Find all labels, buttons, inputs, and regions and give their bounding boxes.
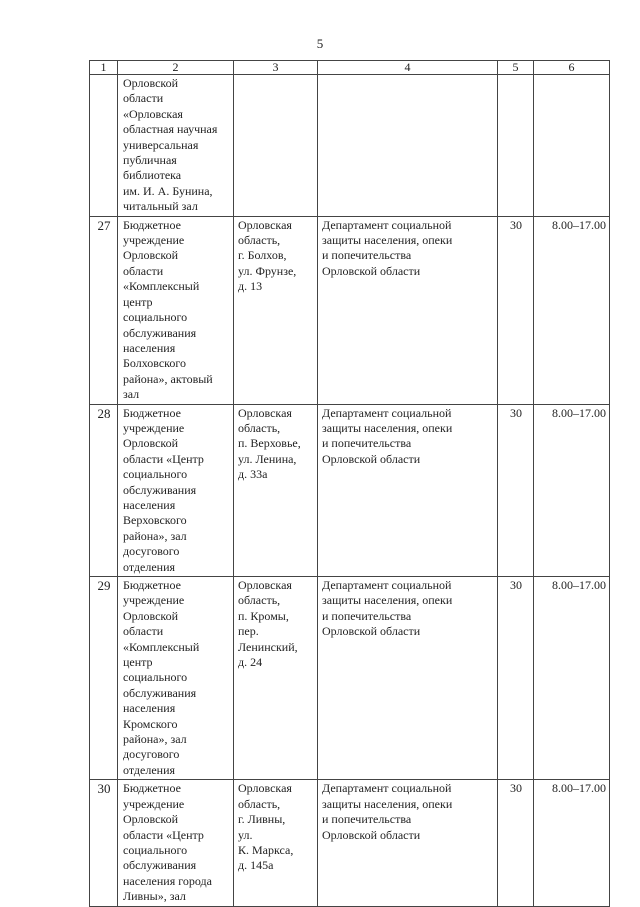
cell-line: Департамент социальной — [322, 781, 452, 796]
cell-line: Орловской области — [322, 451, 421, 466]
cell-line: обслуживания — [123, 482, 197, 497]
hours-cell: 8.00–17.00 — [534, 216, 610, 404]
cell-line: п. Кромы, — [238, 608, 289, 623]
cell-line: Орловской — [123, 436, 179, 451]
column-header-2: 2 — [118, 61, 234, 75]
cell-line: Бюджетное — [123, 405, 181, 420]
cell-line: Верховского — [123, 513, 187, 528]
cell-line: Орловская — [238, 405, 292, 420]
department-cell — [318, 216, 498, 404]
cell-line: д. 24 — [238, 655, 263, 670]
cell-line: Орловской — [123, 812, 179, 827]
cell-line: социального — [123, 670, 188, 685]
cell-line: населения — [123, 340, 176, 355]
cell-line: Департамент социальной — [322, 217, 452, 232]
cell-line: района», зал — [123, 528, 187, 543]
cell-line: Бюджетное — [123, 217, 181, 232]
cell-line: Орловской — [123, 248, 179, 263]
cell-line: пер. — [238, 624, 259, 639]
column-header-4: 4 — [318, 61, 498, 75]
cell-line: Орловской области — [322, 827, 421, 842]
cell-line: Орловской области — [322, 263, 421, 278]
capacity-cell: 30 — [498, 577, 534, 780]
cell-line: и попечительства — [322, 436, 412, 451]
hours-cell — [534, 75, 610, 217]
cell-line: Ливны», зал — [123, 889, 186, 904]
cell-line: отделения — [123, 762, 176, 777]
cell-line: социального — [123, 467, 188, 482]
department-cell — [318, 404, 498, 576]
organization-cell — [118, 780, 234, 906]
organization-cell — [118, 577, 234, 780]
cell-line: области «Центр — [123, 827, 204, 842]
cell-line: области «Центр — [123, 451, 204, 466]
cell-line: п. Верховье, — [238, 436, 301, 451]
cell-line: Департамент социальной — [322, 578, 452, 592]
cell-line: учреждение — [123, 796, 185, 811]
cell-line: универсальная — [123, 137, 199, 152]
cell-line: и попечительства — [322, 608, 412, 623]
table-row — [90, 780, 610, 906]
header-row — [90, 61, 610, 75]
cell-line: К. Маркса, — [238, 842, 294, 857]
cell-line: д. 13 — [238, 279, 263, 294]
row-number: 29 — [90, 577, 118, 780]
table-header — [90, 61, 610, 75]
cell-line: досугового — [123, 747, 180, 762]
cell-line: обслуживания — [123, 685, 197, 700]
capacity-cell: 30 — [498, 216, 534, 404]
cell-line: защиты населения, опеки — [322, 593, 453, 608]
cell-line: отделения — [123, 559, 176, 574]
organization-cell — [118, 404, 234, 576]
cell-line: область, — [238, 593, 281, 608]
address-cell — [234, 780, 318, 906]
cell-line: зал — [123, 387, 140, 402]
cell-line: района», зал — [123, 732, 187, 747]
cell-line: читальный зал — [123, 199, 198, 214]
hours-cell: 8.00–17.00 — [534, 780, 610, 906]
hours-cell: 8.00–17.00 — [534, 404, 610, 576]
cell-line: ул. Фрунзе, — [238, 263, 297, 278]
column-header-5: 5 — [498, 61, 534, 75]
cell-line: области — [123, 624, 164, 639]
cell-line: учреждение — [123, 593, 185, 608]
cell-line: Орловская — [238, 217, 292, 232]
cell-line: Орловской — [123, 608, 179, 623]
cell-line: ул. — [238, 827, 253, 842]
cell-line: область, — [238, 233, 281, 248]
table-body — [90, 75, 610, 907]
address-cell — [234, 404, 318, 576]
cell-line: «Комплексный — [123, 639, 200, 654]
column-header-3: 3 — [234, 61, 318, 75]
cell-line: области — [123, 263, 164, 278]
cell-line: им. И. А. Бунина, — [123, 183, 213, 198]
row-number: 28 — [90, 404, 118, 576]
cell-line: защиты населения, опеки — [322, 233, 453, 248]
cell-line: центр — [123, 655, 153, 670]
cell-line: область, — [238, 796, 281, 811]
organization-cell — [118, 216, 234, 404]
cell-line: обслуживания — [123, 325, 197, 340]
department-cell — [318, 75, 498, 217]
cell-line: и попечительства — [322, 812, 412, 827]
venue-table — [89, 60, 610, 907]
cell-line: Ленинский, — [238, 639, 298, 654]
cell-line: Кромского — [123, 716, 178, 731]
cell-line: учреждение — [123, 420, 185, 435]
capacity-cell: 30 — [498, 404, 534, 576]
cell-line: Орловской — [123, 76, 179, 90]
cell-line: г. Болхов, — [238, 248, 287, 263]
table-row — [90, 577, 610, 780]
organization-cell — [118, 75, 234, 217]
cell-line: Орловская — [238, 578, 292, 592]
department-cell — [318, 780, 498, 906]
cell-line: «Комплексный — [123, 279, 200, 294]
row-number: 27 — [90, 216, 118, 404]
cell-line: Болховского — [123, 356, 187, 371]
row-number: 30 — [90, 780, 118, 906]
cell-line: населения — [123, 497, 176, 512]
cell-line: «Орловская — [123, 106, 183, 121]
page-number: 5 — [316, 36, 324, 51]
cell-line: района», актовый — [123, 371, 213, 386]
cell-line: Департамент социальной — [322, 405, 452, 420]
cell-line: библиотека — [123, 168, 182, 183]
cell-line: населения города — [123, 873, 212, 888]
cell-line: социального — [123, 310, 188, 325]
hours-cell: 8.00–17.00 — [534, 577, 610, 780]
cell-line: г. Ливны, — [238, 812, 286, 827]
cell-line: Орловская — [238, 781, 292, 796]
cell-line: публичная — [123, 153, 177, 168]
cell-line: населения — [123, 701, 176, 716]
cell-line: учреждение — [123, 233, 185, 248]
table-row — [90, 404, 610, 576]
cell-line: д. 145а — [238, 858, 274, 873]
cell-line: области — [123, 91, 164, 106]
cell-line: ул. Ленина, — [238, 451, 297, 466]
cell-line: и попечительства — [322, 248, 412, 263]
cell-line: Орловской области — [322, 624, 421, 639]
address-cell — [234, 577, 318, 780]
cell-line: защиты населения, опеки — [322, 796, 453, 811]
cell-line: д. 33а — [238, 467, 268, 482]
cell-line: досугового — [123, 544, 180, 559]
cell-line: Бюджетное — [123, 781, 181, 796]
table-row — [90, 216, 610, 404]
row-number — [90, 75, 118, 217]
cell-line: Бюджетное — [123, 578, 181, 592]
cell-line: обслуживания — [123, 858, 197, 873]
department-cell — [318, 577, 498, 780]
column-header-1: 1 — [90, 61, 118, 75]
capacity-cell: 30 — [498, 780, 534, 906]
cell-line: центр — [123, 294, 153, 309]
table-row — [90, 75, 610, 217]
address-cell — [234, 216, 318, 404]
cell-line: социального — [123, 842, 188, 857]
capacity-cell — [498, 75, 534, 217]
cell-line: защиты населения, опеки — [322, 420, 453, 435]
cell-line: область, — [238, 420, 281, 435]
column-header-6: 6 — [534, 61, 610, 75]
cell-line: областная научная — [123, 122, 218, 137]
address-cell — [234, 75, 318, 217]
